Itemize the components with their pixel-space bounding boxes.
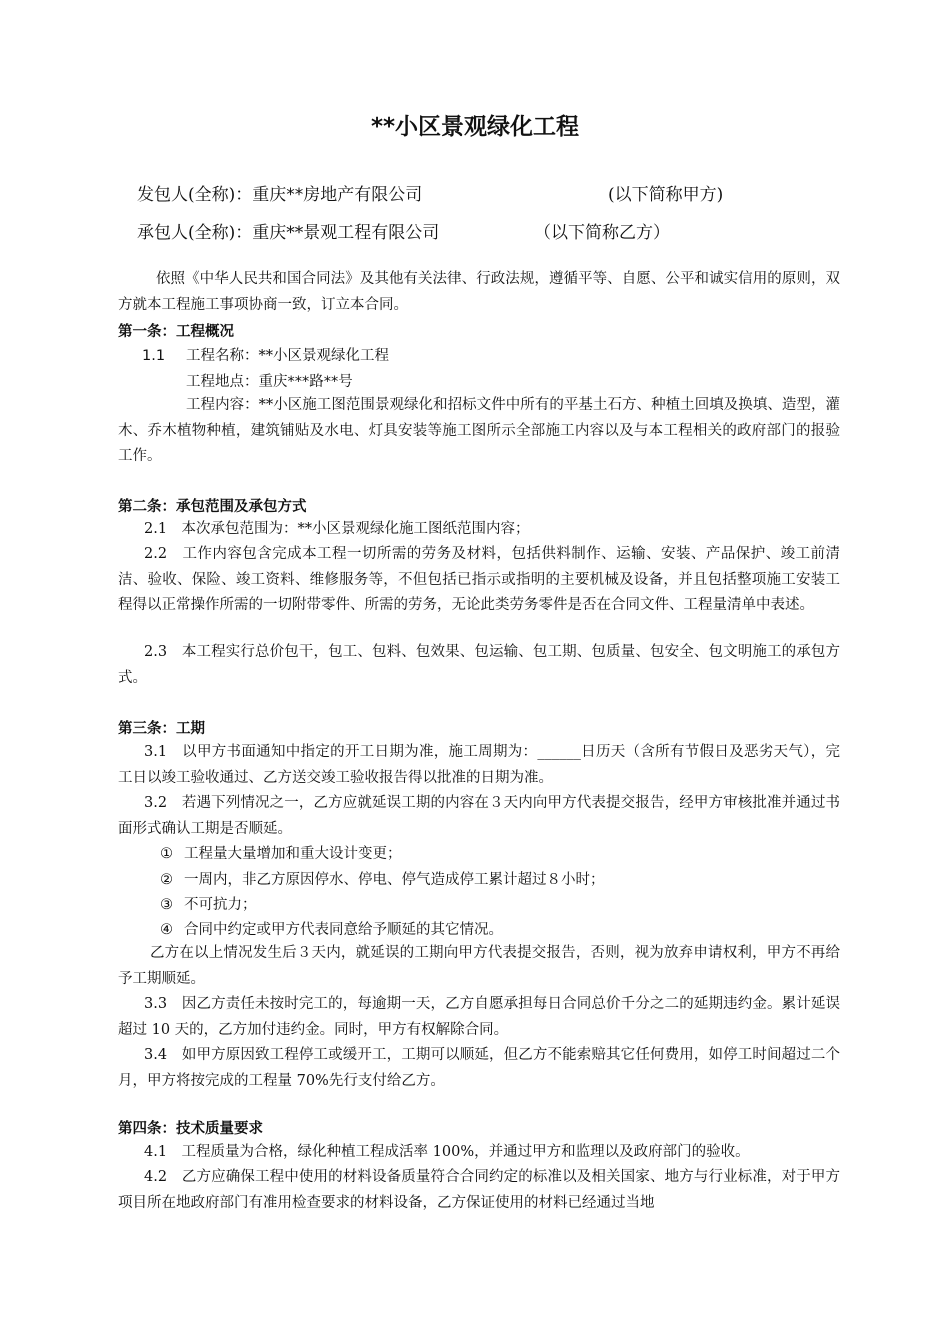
project-content-paragraph: 工程内容：**小区施工图范围景观绿化和招标文件中所有的平基土石方、种植土回填及换填、造型，灌木、乔木植物种植，建筑铺贴及水电、灯具安装等施工图所示全部施工内容以及与本工程相关的政府部门的报验工作。 [118, 397, 840, 464]
owner-name: 重庆**房地产有限公司 [252, 185, 423, 205]
project-name-value: **小区景观绿化工程 [258, 348, 389, 364]
article-3-1: 3.1 以甲方书面通知中指定的开工日期为准，施工周期为：______日历天（含所有节假日及恶劣天气），完工日以竣工验收通过、乙方送交竣工验收报告得以批准的日期为准。 [118, 744, 840, 786]
condition-text: 工程量大量增加和重大设计变更； [184, 846, 402, 862]
article-4-heading: 第四条：技术质量要求 [118, 1121, 263, 1137]
article-4-1: 4.1 工程质量为合格，绿化种植工程成活率 100%，并通过甲方和监理以及政府部门的验收。 [144, 1144, 750, 1160]
condition-number: ④ [160, 922, 173, 938]
condition-item [160, 842, 402, 863]
contractor-note: （以下简称乙方） [534, 223, 670, 243]
article-2-3: 2.3 本工程实行总价包干，包工、包料、包效果、包运输、包工期、包质量、包安全、包文明施工的承包方式。 [118, 644, 840, 686]
article-3-4: 3.4 如甲方原因致工程停工或缓开工，工期可以顺延，但乙方不能索赔其它任何费用，如停工时间超过二个月，甲方将按完成的工程量 70%先行支付给乙方。 [118, 1047, 840, 1089]
project-site-value: 重庆***路**号 [258, 374, 353, 390]
article-2-1: 2.1 本次承包范围为：**小区景观绿化施工图纸范围内容； [144, 521, 530, 537]
page-title: **小区景观绿化工程 [370, 114, 580, 140]
condition-item [160, 868, 605, 889]
article-2-2: 2.2 工作内容包含完成本工程一切所需的劳务及材料，包括供料制作、运输、安装、产品保护、竣工前清洁、验收、保险、竣工资料、维修服务等，不但包括已指示或指明的主要机械及设备，并且包括整项施工安装工程得以正常操作所需的一切附带零件、所需的劳务，无论此类劳务零件是否在合同文件、工程量清单中表述。 [118, 546, 840, 613]
owner-line [137, 180, 724, 205]
condition-number: ② [160, 872, 173, 888]
contractor-label: 承包人(全称)： [137, 223, 253, 243]
contractor-line [137, 218, 670, 243]
article-1-site-line [186, 370, 353, 391]
intro-paragraph: 依照《中华人民共和国合同法》及其他有关法律、行政法规，遵循平等、自愿、公平和诚实信用的原则，双方就本工程施工事项协商一致，订立本合同。 [118, 271, 840, 313]
article-4-2: 4.2 乙方应确保工程中使用的材料设备质量符合合同约定的标准以及相关国家、地方与行业标准，对于甲方项目所在地政府部门有准用检查要求的材料设备，乙方保证使用的材料已经通过当地 [118, 1169, 840, 1211]
condition-item [160, 918, 503, 939]
condition-text: 一周内，非乙方原因停水、停电、停气造成停工累计超过８小时； [184, 872, 605, 888]
condition-number: ③ [160, 897, 173, 913]
owner-label: 发包人(全称)： [137, 185, 253, 205]
project-site-label: 工程地点： [186, 374, 259, 390]
article-3-3: 3.3 因乙方责任未按时完工的，每逾期一天，乙方自愿承担每日合同总价千分之二的延期违约金。累计延误超过 10 天的，乙方加付违约金。同时，甲方有权解除合同。 [118, 996, 840, 1038]
project-name-label: 工程名称： [186, 348, 259, 364]
contractor-name: 重庆**景观工程有限公司 [252, 223, 440, 243]
condition-item [160, 893, 257, 914]
article-3-heading: 第三条：工期 [118, 721, 205, 737]
condition-number: ① [160, 846, 173, 862]
condition-text: 不可抗力； [184, 897, 257, 913]
article-3-2: 3.2 若遇下列情况之一，乙方应就延误工期的内容在３天内向甲方代表提交报告，经甲方审核批准并通过书面形式确认工期是否顺延。 [118, 795, 840, 837]
article-1-name-line [142, 344, 389, 365]
article-1-heading: 第一条：工程概况 [118, 324, 234, 340]
article-2-heading: 第二条：承包范围及承包方式 [118, 499, 307, 515]
owner-note: (以下简称甲方) [608, 185, 724, 205]
article-1-num: 1.1 [142, 348, 166, 364]
condition-text: 合同中约定或甲方代表同意给予顺延的其它情况。 [184, 922, 503, 938]
article-3-note: 乙方在以上情况发生后３天内，就延误的工期向甲方代表提交报告，否则，视为放弃申请权利，甲方不再给予工期顺延。 [118, 945, 840, 987]
